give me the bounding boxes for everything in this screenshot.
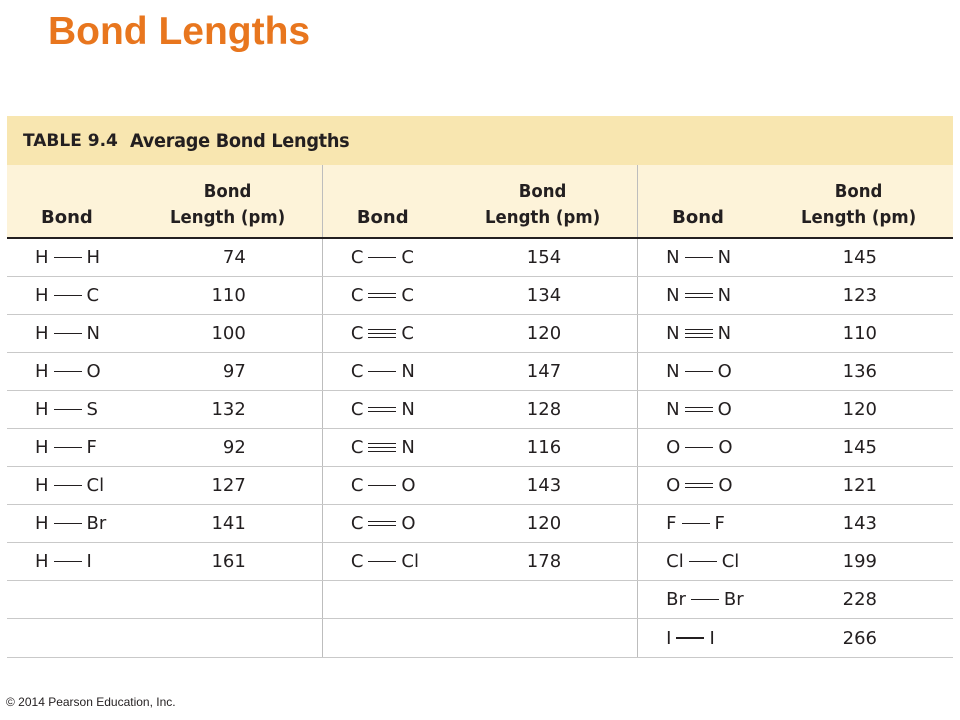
length-cell	[449, 429, 638, 467]
atom-symbol: N	[401, 399, 415, 420]
table-row	[7, 619, 953, 658]
atom-symbol: H	[35, 513, 49, 534]
atom-symbol: O	[718, 437, 733, 458]
bond-line-icon	[54, 331, 82, 335]
length-cell	[449, 467, 638, 505]
atom-symbol: O	[666, 437, 681, 458]
length-cell	[449, 505, 638, 543]
bond-line-icon	[54, 521, 82, 525]
length-cell	[449, 238, 638, 277]
atom-symbol: C	[350, 247, 364, 268]
bond-line-icon	[676, 636, 704, 640]
bond-cell	[638, 391, 765, 429]
bond-length-value: 147	[526, 361, 562, 382]
bond-line-icon	[685, 255, 713, 259]
atom-symbol: Cl	[86, 475, 105, 496]
bond-line-icon	[685, 405, 713, 413]
bond-line-icon	[368, 441, 396, 454]
bond-line-icon	[368, 483, 396, 487]
bond-cell	[322, 619, 449, 658]
bond-length-value: 132	[211, 399, 246, 420]
atom-symbol: C	[401, 323, 414, 344]
atom-symbol: H	[35, 361, 49, 382]
atom-symbol: O	[666, 475, 681, 496]
table-body	[7, 238, 953, 658]
length-cell	[764, 543, 953, 581]
atom-symbol: F	[714, 513, 725, 534]
length-cell	[449, 315, 638, 353]
atom-symbol: O	[401, 475, 416, 496]
length-cell	[134, 581, 323, 619]
atom-symbol: Br	[86, 513, 107, 534]
atom-symbol: I	[666, 627, 672, 649]
atom-symbol: H	[35, 323, 49, 344]
atom-symbol: N	[666, 247, 680, 268]
bond-length-value: 92	[222, 437, 246, 458]
atom-symbol: N	[666, 323, 680, 344]
bond-cell	[638, 581, 765, 619]
table-number: TABLE 9.4	[23, 130, 118, 151]
bond-cell	[322, 543, 449, 581]
atom-symbol: C	[350, 437, 364, 458]
bond-cell	[638, 543, 765, 581]
length-cell	[134, 238, 323, 277]
atom-symbol: O	[717, 399, 732, 420]
bond-line-icon	[685, 481, 713, 489]
bond-cell	[7, 429, 134, 467]
bond-length-value: 143	[526, 475, 562, 496]
header-bond: Bond	[638, 165, 765, 238]
atom-symbol: H	[35, 551, 49, 572]
atom-symbol: H	[35, 285, 49, 306]
bond-length-value: 228	[842, 589, 877, 610]
atom-symbol: C	[401, 285, 414, 306]
bond-line-icon	[689, 559, 717, 563]
bond-cell	[7, 353, 134, 391]
length-cell	[764, 581, 953, 619]
table-row	[7, 277, 953, 315]
header-length: Bond Length (pm)	[134, 165, 323, 238]
length-cell	[134, 619, 323, 658]
bond-length-value: 128	[526, 399, 562, 420]
atom-symbol: O	[401, 513, 416, 534]
bond-length-value: 123	[842, 285, 877, 306]
bond-line-icon	[54, 445, 82, 449]
atom-symbol: Cl	[666, 551, 684, 572]
bond-cell	[322, 353, 449, 391]
bond-cell	[322, 277, 449, 315]
atom-symbol: Cl	[401, 551, 419, 572]
bond-cell	[638, 277, 765, 315]
atom-symbol: C	[350, 513, 364, 534]
bond-length-value: 161	[211, 551, 246, 572]
table-caption	[7, 116, 953, 165]
header-length: Bond Length (pm)	[764, 165, 953, 238]
bond-line-icon	[54, 559, 82, 563]
bond-length-value: 97	[222, 361, 246, 382]
length-cell	[134, 315, 323, 353]
length-cell	[449, 277, 638, 315]
bond-cell	[322, 238, 449, 277]
slide-title: Bond Lengths	[48, 10, 311, 53]
atom-symbol: C	[350, 399, 364, 420]
table-row	[7, 543, 953, 581]
bond-cell	[7, 315, 134, 353]
length-cell	[764, 429, 953, 467]
atom-symbol: I	[86, 551, 92, 572]
bond-length-value: 120	[842, 399, 877, 420]
length-cell	[134, 391, 323, 429]
atom-symbol: O	[718, 475, 733, 496]
header-bond: Bond	[7, 165, 134, 238]
bond-length-value: 143	[842, 513, 877, 534]
bond-line-icon	[682, 521, 710, 525]
atom-symbol: H	[35, 437, 49, 458]
atom-symbol: S	[86, 399, 98, 420]
atom-symbol: H	[35, 399, 49, 420]
bond-cell	[638, 505, 765, 543]
bond-cell	[322, 581, 449, 619]
bond-length-value: 145	[842, 437, 877, 458]
table-row	[7, 429, 953, 467]
length-cell	[134, 467, 323, 505]
atom-symbol: O	[86, 361, 101, 382]
atom-symbol: N	[666, 399, 680, 420]
bond-line-icon	[54, 407, 82, 411]
bond-cell	[7, 543, 134, 581]
bond-cell	[638, 353, 765, 391]
atom-symbol: C	[401, 247, 414, 268]
length-cell	[764, 277, 953, 315]
length-cell	[134, 429, 323, 467]
bond-cell	[7, 391, 134, 429]
bond-cell	[638, 429, 765, 467]
atom-symbol: N	[666, 285, 680, 306]
bond-line-icon	[368, 291, 396, 299]
header-length: Bond Length (pm)	[449, 165, 638, 238]
bond-line-icon	[368, 405, 396, 413]
bond-cell	[322, 467, 449, 505]
atom-symbol: N	[717, 247, 732, 268]
atom-symbol: F	[86, 437, 97, 458]
atom-symbol: C	[350, 323, 364, 344]
table-row	[7, 238, 953, 277]
bond-cell	[7, 505, 134, 543]
bond-length-value: 136	[842, 361, 877, 382]
table-row	[7, 581, 953, 619]
atom-symbol: C	[86, 285, 100, 306]
bond-length-value: 100	[211, 323, 246, 344]
table-row	[7, 391, 953, 429]
table-row	[7, 315, 953, 353]
header-bond: Bond	[322, 165, 449, 238]
table-row	[7, 353, 953, 391]
bond-length-value: 127	[211, 475, 246, 496]
length-cell	[449, 391, 638, 429]
bond-cell	[322, 429, 449, 467]
bond-length-table	[7, 116, 953, 658]
atom-symbol: O	[717, 361, 732, 382]
atom-symbol: H	[86, 247, 101, 268]
length-cell	[764, 505, 953, 543]
bond-cell	[638, 238, 765, 277]
table-title: Average Bond Lengths	[129, 129, 350, 152]
length-cell	[764, 315, 953, 353]
bond-cell	[7, 277, 134, 315]
bond-cell	[7, 238, 134, 277]
atom-symbol: N	[401, 437, 415, 458]
bond-cell	[322, 391, 449, 429]
bond-length-value: 154	[526, 247, 562, 268]
atom-symbol: H	[35, 475, 49, 496]
bond-line-icon	[368, 369, 396, 373]
bond-line-icon	[685, 369, 713, 373]
bond-line-icon	[691, 597, 719, 601]
bond-line-icon	[54, 483, 82, 487]
bond-length-value: 120	[526, 513, 562, 534]
bond-cell	[638, 619, 765, 658]
atom-symbol: N	[666, 361, 680, 382]
bond-line-icon	[685, 291, 713, 299]
atom-symbol: C	[350, 285, 364, 306]
table-row	[7, 505, 953, 543]
bond-line-icon	[54, 369, 82, 373]
atom-symbol: F	[666, 513, 677, 534]
length-cell	[764, 619, 953, 658]
atom-symbol: N	[717, 285, 732, 306]
header-row	[7, 165, 953, 238]
bond-cell	[322, 505, 449, 543]
copyright-notice: © 2014 Pearson Education, Inc.	[6, 695, 176, 709]
data-table	[7, 165, 953, 658]
bond-length-value: 134	[526, 285, 562, 306]
bond-length-value: 121	[842, 475, 877, 496]
bond-cell	[7, 581, 134, 619]
bond-length-value: 266	[842, 627, 877, 649]
atom-symbol: C	[350, 361, 364, 382]
bond-length-value: 178	[526, 551, 562, 572]
bond-cell	[638, 467, 765, 505]
atom-symbol: I	[709, 627, 715, 649]
bond-length-value: 145	[842, 247, 877, 268]
length-cell	[449, 353, 638, 391]
bond-length-value: 120	[526, 323, 562, 344]
atom-symbol: N	[717, 323, 732, 344]
bond-length-value: 74	[222, 247, 246, 268]
atom-symbol: N	[401, 361, 415, 382]
length-cell	[764, 467, 953, 505]
length-cell	[449, 543, 638, 581]
bond-line-icon	[368, 559, 396, 563]
length-cell	[764, 391, 953, 429]
length-cell	[134, 353, 323, 391]
bond-cell	[322, 315, 449, 353]
bond-line-icon	[368, 327, 396, 340]
table-row	[7, 467, 953, 505]
bond-length-value: 199	[842, 551, 877, 572]
bond-length-value: 110	[842, 323, 877, 344]
bond-line-icon	[368, 519, 396, 527]
bond-line-icon	[368, 255, 396, 259]
bond-cell	[7, 467, 134, 505]
length-cell	[764, 353, 953, 391]
bond-line-icon	[54, 293, 82, 297]
atom-symbol: C	[350, 475, 364, 496]
atom-symbol: Cl	[721, 551, 740, 572]
bond-cell	[7, 619, 134, 658]
bond-line-icon	[685, 327, 713, 340]
atom-symbol: N	[86, 323, 101, 344]
length-cell	[449, 581, 638, 619]
atom-symbol: Br	[666, 589, 686, 610]
bond-line-icon	[685, 445, 713, 449]
atom-symbol: Br	[723, 589, 744, 610]
length-cell	[134, 505, 323, 543]
length-cell	[134, 277, 323, 315]
atom-symbol: C	[350, 551, 364, 572]
bond-length-value: 110	[211, 285, 246, 306]
length-cell	[134, 543, 323, 581]
length-cell	[764, 238, 953, 277]
bond-length-value: 141	[211, 513, 246, 534]
atom-symbol: H	[35, 247, 49, 268]
length-cell	[449, 619, 638, 658]
bond-line-icon	[54, 255, 82, 259]
bond-length-value: 116	[526, 437, 562, 458]
bond-cell	[638, 315, 765, 353]
